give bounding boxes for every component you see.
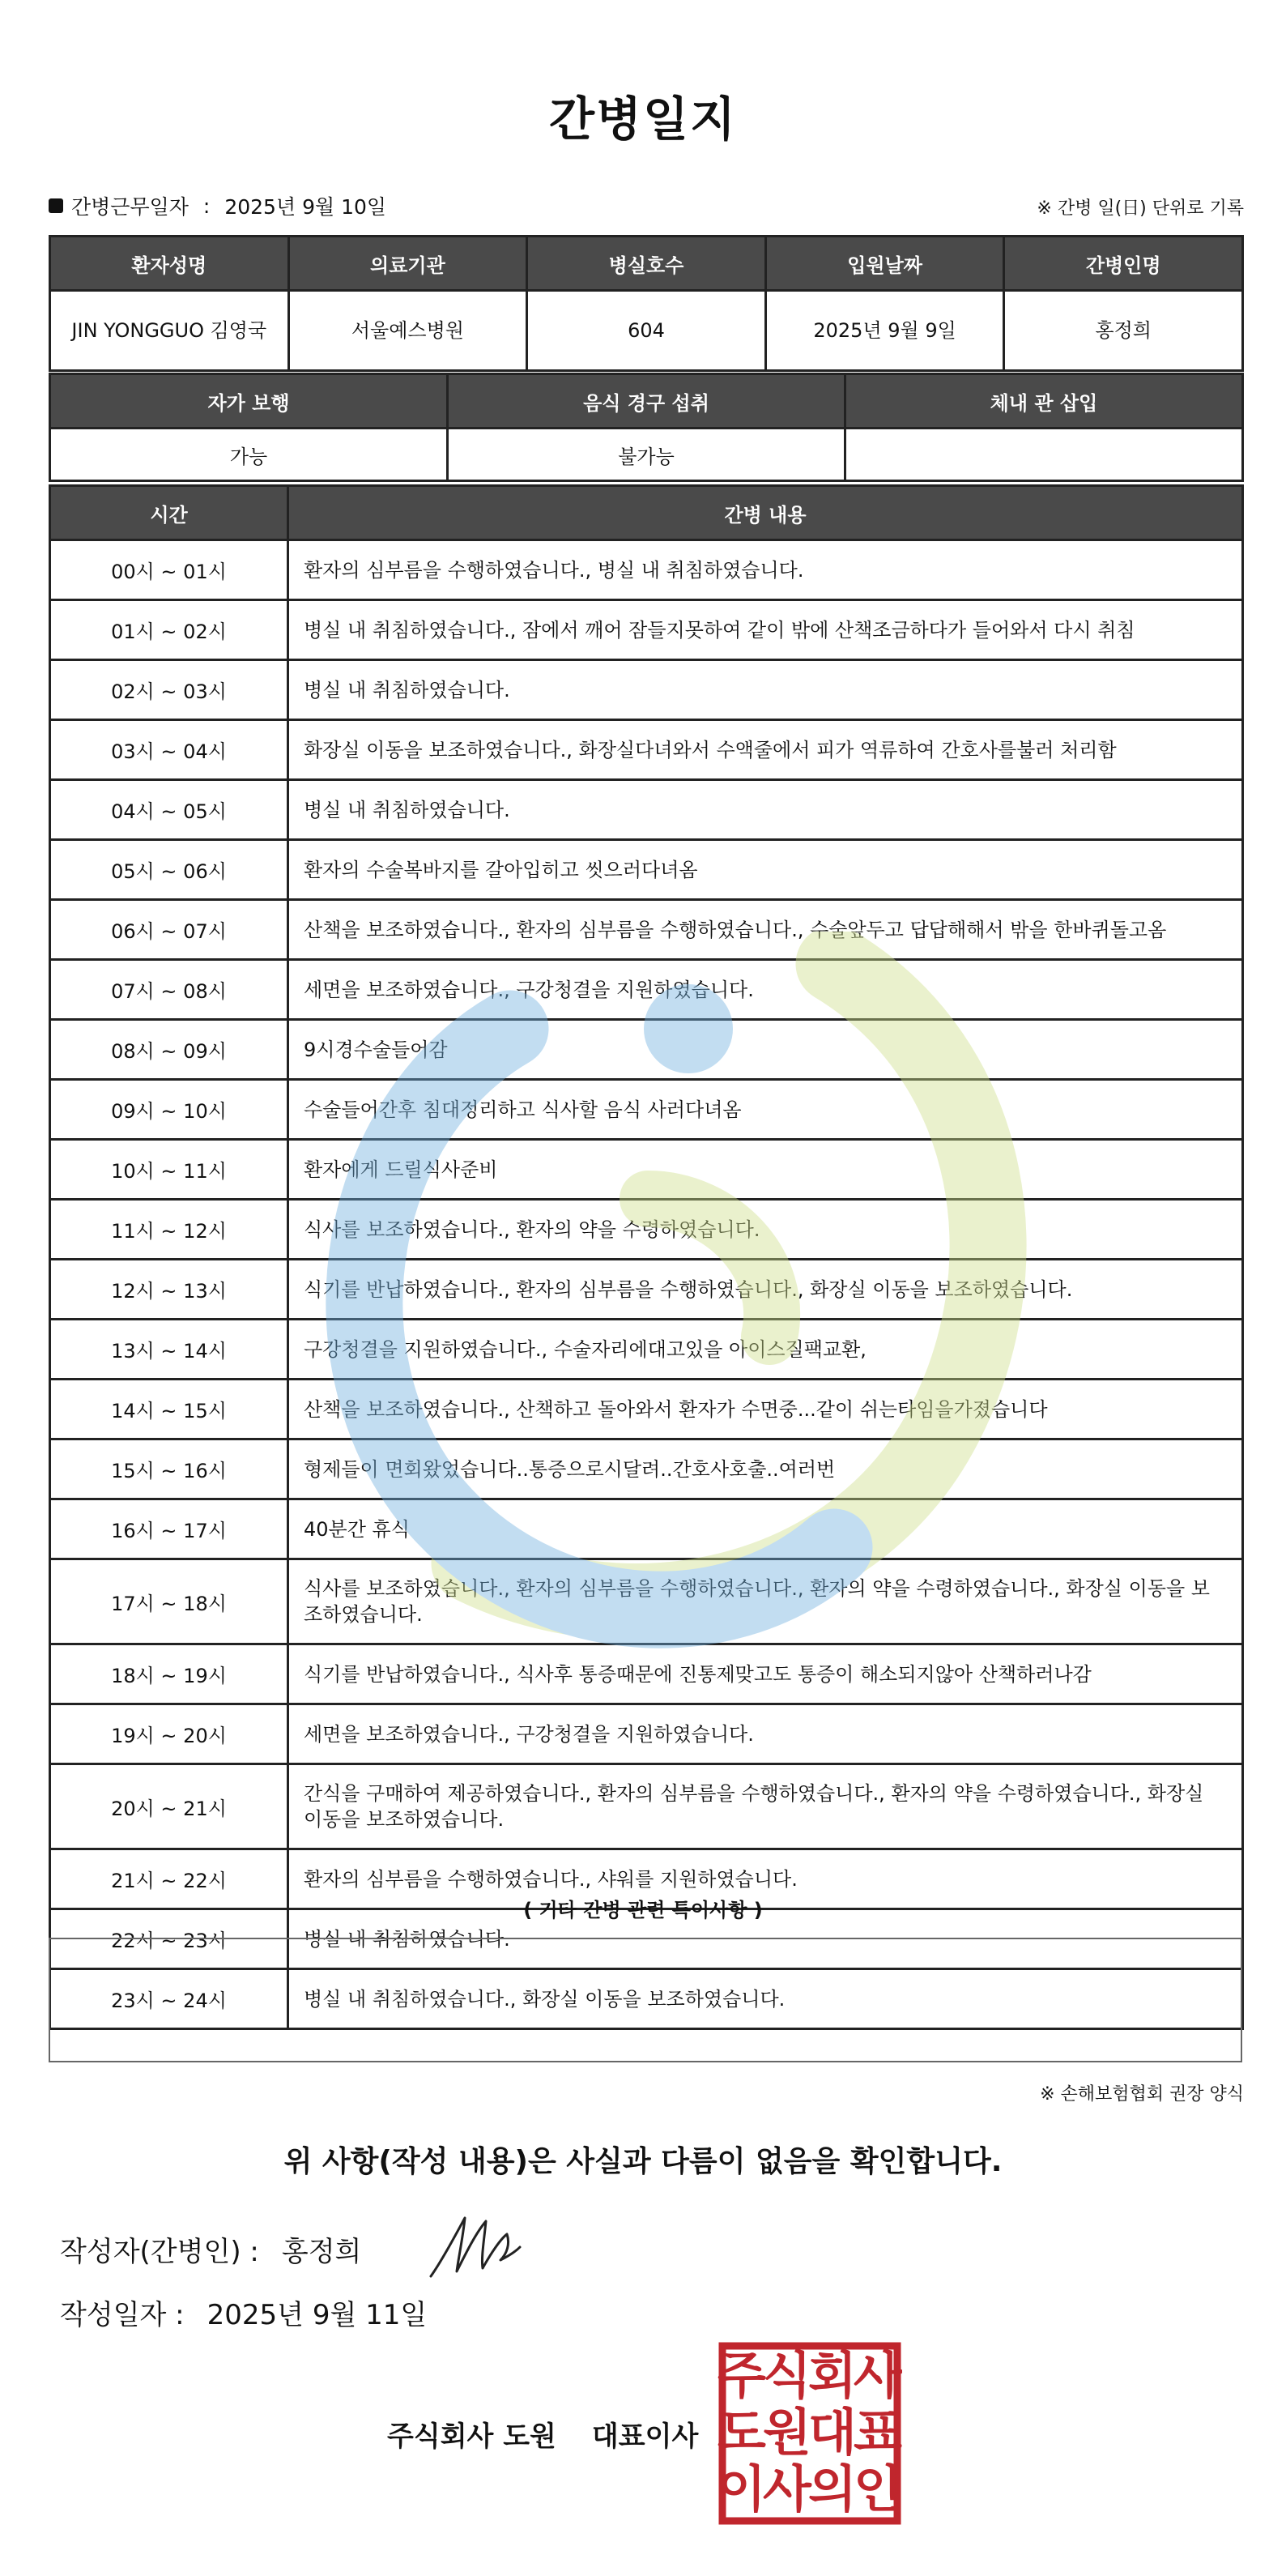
patient-name: JIN YONGGUO 김영국: [50, 291, 289, 371]
seal-glyph: 이: [718, 2459, 766, 2518]
log-time: 01시 ~ 02시: [50, 600, 288, 660]
log-time: 15시 ~ 16시: [50, 1439, 288, 1499]
write-date-value: 2025년 9월 11일: [207, 2299, 428, 2331]
hospital-name: 서울예스병원: [288, 291, 527, 371]
log-time: 21시 ~ 22시: [50, 1849, 288, 1909]
log-content: 식사를 보조하였습니다., 환자의 약을 수령하였습니다.: [288, 1200, 1243, 1260]
log-row: [50, 900, 1243, 960]
seal-glyph: 식: [763, 2346, 811, 2405]
ceo-title: 대표이사: [591, 2420, 699, 2453]
log-row: [50, 1704, 1243, 1764]
header-admission-date: 입원날짜: [765, 237, 1004, 291]
log-time: 18시 ~ 19시: [50, 1644, 288, 1704]
log-row: [50, 1644, 1243, 1704]
log-time: 03시 ~ 04시: [50, 720, 288, 780]
log-row: [50, 1499, 1243, 1559]
log-row: [50, 1140, 1243, 1200]
log-time: 12시 ~ 13시: [50, 1260, 288, 1320]
header-hospital: 의료기관: [288, 237, 527, 291]
seal-glyph: 인: [854, 2459, 902, 2518]
log-time: 14시 ~ 15시: [50, 1380, 288, 1439]
seal-glyph: 주: [718, 2346, 766, 2405]
log-row: [50, 1439, 1243, 1499]
hourly-log-table: [49, 484, 1244, 2030]
log-row: [50, 1380, 1243, 1439]
patient-info-header-row: [50, 237, 1243, 291]
remarks-title: ( 기타 간병 관련 특이사항 ): [523, 1899, 763, 1921]
log-content: 세면을 보조하였습니다., 구강청결을 지원하였습니다.: [288, 960, 1243, 1020]
log-content: 병실 내 취침하였습니다.: [288, 780, 1243, 840]
header-time: 시간: [50, 486, 288, 540]
seal-glyph: 사: [763, 2459, 811, 2518]
log-content: 식사를 보조하였습니다., 환자의 심부름을 수행하였습니다., 환자의 약을 수령하였습니다., 화장실 이동을 보조하였습니다.: [288, 1559, 1243, 1644]
log-time: 08시 ~ 09시: [50, 1020, 288, 1080]
log-content: 산책을 보조하였습니다., 산책하고 돌아와서 환자가 수면중...같이 쉬는타임을가졌습니다: [288, 1380, 1243, 1439]
log-row: [50, 840, 1243, 900]
page-title: 간병일지: [548, 92, 738, 147]
patient-info-value-row: [50, 291, 1243, 371]
write-date-label: 작성일자 :: [60, 2299, 185, 2331]
log-content: 환자의 심부름을 수행하였습니다., 샤워를 지원하였습니다.: [288, 1849, 1243, 1909]
seal-glyph: 회: [808, 2346, 857, 2405]
log-content: 식기를 반납하였습니다., 환자의 심부름을 수행하였습니다., 화장실 이동을 보조하였습니다.: [288, 1260, 1243, 1320]
log-row: [50, 1320, 1243, 1380]
header-care-content: 간병 내용: [288, 486, 1243, 540]
log-row: [50, 1080, 1243, 1140]
log-content: 병실 내 취침하였습니다.: [288, 660, 1243, 720]
log-time: 00시 ~ 01시: [50, 540, 288, 600]
log-row: [50, 1764, 1243, 1849]
log-content: 구강청결을 지원하였습니다., 수술자리에대고있을 아이스질팩교환,: [288, 1320, 1243, 1380]
oral-intake-value: 불가능: [448, 429, 845, 481]
header-oral-intake: 음식 경구 섭취: [448, 374, 845, 429]
tube-insertion-value: [845, 429, 1243, 481]
log-content: 화장실 이동을 보조하였습니다., 화장실다녀와서 수액줄에서 피가 역류하여 간호사를불러 처리함: [288, 720, 1243, 780]
log-row: [50, 720, 1243, 780]
log-content: 병실 내 취침하였습니다., 잠에서 깨어 잠들지못하여 같이 밖에 산책조금하다가 들어와서 다시 취침: [288, 600, 1243, 660]
log-row: [50, 1020, 1243, 1080]
log-row: [50, 780, 1243, 840]
work-date-value: 2025년 9월 10일: [224, 195, 387, 219]
log-row: [50, 600, 1243, 660]
seal-glyph: 표: [854, 2403, 902, 2462]
log-content: 환자의 심부름을 수행하였습니다., 병실 내 취침하였습니다.: [288, 540, 1243, 600]
log-content: 40분간 휴식: [288, 1499, 1243, 1559]
admission-date: 2025년 9월 9일: [765, 291, 1004, 371]
log-content: 산책을 보조하였습니다., 환자의 심부름을 수행하였습니다., 수술앞두고 답답해해서 밖을 한바퀴돌고옴: [288, 900, 1243, 960]
writer-line: [60, 2229, 361, 2269]
log-content: 병실 내 취침하였습니다.: [288, 1909, 1243, 1969]
header-room-number: 병실호수: [527, 237, 766, 291]
company-seal-icon: [718, 2341, 902, 2526]
patient-status-value-row: [50, 429, 1243, 481]
log-time: 10시 ~ 11시: [50, 1140, 288, 1200]
seal-glyph: 원: [763, 2403, 811, 2462]
log-content: 형제들이 면회왔었습니다..통증으로시달려..간호사호출..여러번: [288, 1439, 1243, 1499]
log-content: 수술들어간후 침대정리하고 식사할 음식 사러다녀옴: [288, 1080, 1243, 1140]
log-time: 11시 ~ 12시: [50, 1200, 288, 1260]
confirmation-statement: 위 사항(작성 내용)은 사실과 다름이 없음을 확인합니다.: [283, 2145, 1003, 2178]
seal-glyph: 사: [854, 2346, 902, 2405]
log-time: 04시 ~ 05시: [50, 780, 288, 840]
log-row: [50, 540, 1243, 600]
seal-glyph: 대: [808, 2403, 857, 2462]
work-date-separator: :: [202, 194, 211, 218]
log-time: 23시 ~ 24시: [50, 1969, 288, 2029]
patient-info-table: [49, 235, 1244, 372]
log-content: 세면을 보조하였습니다., 구강청결을 지원하였습니다.: [288, 1704, 1243, 1764]
log-row: [50, 1260, 1243, 1320]
header-tube-insertion: 체내 관 삽입: [845, 374, 1243, 429]
room-number: 604: [527, 291, 766, 371]
log-row: [50, 1559, 1243, 1644]
self-walking-value: 가능: [50, 429, 448, 481]
log-time: 02시 ~ 03시: [50, 660, 288, 720]
log-time: 19시 ~ 20시: [50, 1704, 288, 1764]
patient-status-table: [49, 373, 1244, 482]
patient-status-header-row: [50, 374, 1243, 429]
log-time: 16시 ~ 17시: [50, 1499, 288, 1559]
log-row: [50, 960, 1243, 1020]
writer-name: 홍정희: [281, 2236, 362, 2268]
log-time: 06시 ~ 07시: [50, 900, 288, 960]
log-content: 환자의 수술복바지를 갈아입히고 씻으러다녀옴: [288, 840, 1243, 900]
log-time: 05시 ~ 06시: [50, 840, 288, 900]
work-date-label: 간병근무일자: [71, 195, 189, 219]
write-date-line: [60, 2292, 427, 2332]
log-time: 07시 ~ 08시: [50, 960, 288, 1020]
log-time: 20시 ~ 21시: [50, 1764, 288, 1849]
log-time: 22시 ~ 23시: [50, 1909, 288, 1969]
hourly-log-header-row: [50, 486, 1243, 540]
log-time: 17시 ~ 18시: [50, 1559, 288, 1644]
caregiver-name: 홍정희: [1004, 291, 1243, 371]
seal-glyph: 도: [718, 2403, 766, 2462]
writer-label: 작성자(간병인) :: [60, 2236, 259, 2268]
header-self-walking: 자가 보행: [50, 374, 448, 429]
header-patient-name: 환자성명: [50, 237, 289, 291]
seal-glyph: 의: [808, 2459, 857, 2518]
work-date-line: [49, 191, 386, 220]
header-caregiver-name: 간병인명: [1004, 237, 1243, 291]
company-line: [387, 2414, 698, 2454]
log-time: 13시 ~ 14시: [50, 1320, 288, 1380]
log-content: 9시경수술들어감: [288, 1020, 1243, 1080]
log-content: 간식을 구매하여 제공하였습니다., 환자의 심부름을 수행하였습니다., 환자의 약을 수령하였습니다., 화장실 이동을 보조하였습니다.: [288, 1764, 1243, 1849]
unit-note: ※ 간병 일(日) 단위로 기록: [1037, 198, 1244, 219]
bullet-square-icon: [49, 198, 63, 213]
remarks-box: [49, 1938, 1242, 2062]
log-row: [50, 660, 1243, 720]
log-content: 병실 내 취침하였습니다., 화장실 이동을 보조하였습니다.: [288, 1969, 1243, 2029]
log-content: 환자에게 드릴식사준비: [288, 1140, 1243, 1200]
signature-icon: [426, 2211, 523, 2284]
log-time: 09시 ~ 10시: [50, 1080, 288, 1140]
log-row: [50, 1200, 1243, 1260]
company-name: 주식회사 도원: [387, 2420, 556, 2453]
log-content: 식기를 반납하였습니다., 식사후 통증때문에 진통제맞고도 통증이 해소되지않아 산책하러나감: [288, 1644, 1243, 1704]
form-source-note: ※ 손해보험협회 권장 양식: [1040, 2084, 1244, 2105]
